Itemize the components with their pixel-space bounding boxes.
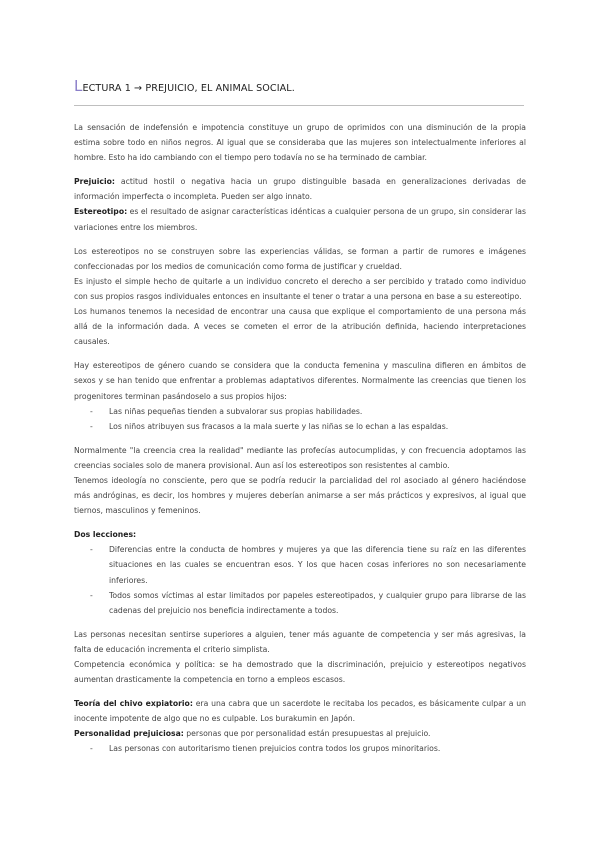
- paragraph-estereotipos-a: Los estereotipos no se construyen sobre las experiencias válidas, se forman a partir de rumores e imágenes confeccionadas por los medios de comunicación como forma de justificar y crueldad.: [74, 246, 526, 271]
- title-divider: [74, 105, 524, 106]
- list-item: - Los niños atribuyen sus fracasos a la mala suerte y las niñas se lo echan a las espaldas.: [74, 419, 526, 434]
- term-personalidad: Personalidad prejuiciosa:: [74, 729, 184, 739]
- term-estereotipo: Estereotipo:: [74, 207, 128, 217]
- definition-estereotipo: [74, 204, 526, 234]
- paragraph-genero: Hay estereotipos de género cuando se considera que la conducta femenina y masculina difieren en ámbitos de sexos y se han tenido que enfrentar a problemas adaptativos diferentes. Normalmente las creencias que tienen los progenitores terminan pasándoselo a sus propios hijos:: [74, 361, 526, 401]
- definition-personalidad: [74, 726, 526, 741]
- page-title: [74, 77, 295, 95]
- paragraph-ideologia: Tenemos ideología no consciente, pero que se podría reducir la parcialidad del rol asociado al género haciéndose más andróginas, es decir, los hombres y mujeres deberían animarse a ser más prácticos y expresivos, al igual que tiernos, masculinos y femeninos.: [74, 475, 526, 516]
- def-prejuicio: actitud hostil o negativa hacia un grupo distinguible basada en generalizaciones derivadas de información imperfecta o incompleta. Pueden ser algo innato.: [74, 177, 526, 202]
- def-estereotipo: es el resultado de asignar características idénticas a cualquier persona de un grupo, sin considerar las variaciones entre los miembros.: [74, 207, 526, 232]
- paragraph-estereotipos-c: Los humanos tenemos la necesidad de encontrar una causa que explique el comportamiento de una persona más allá de la información dada. A veces se cometen el error de la atribución definida, haciendo interpretaciones causales.: [74, 307, 526, 347]
- definition-prejuicio: [74, 174, 526, 204]
- definition-chivo: [74, 696, 526, 726]
- paragraph-estereotipos-b: Es injusto el simple hecho de quitarle a un individuo concreto el derecho a ser percibido y tratado como individuo con sus propios rasgos individuales entonces en insultante el tener o tratar a una persona en base a su estereotipo.: [74, 276, 526, 301]
- title-initial: L: [74, 77, 83, 95]
- list-lecciones: [74, 542, 526, 617]
- term-prejuicio: Prejuicio:: [74, 177, 115, 187]
- def-chivo: era una cabra que un sacerdote le recitaba los pecados, es básicamente culpar a un inocente impotente de algo que no es culpable. Los burakumin en Japón.: [74, 699, 526, 724]
- list-item: - Todos somos víctimas al estar limitados por papeles estereotipados, y cualquier grupo para librarse de las cadenas del prejuicio nos beneficia indirectamente a todos.: [74, 588, 526, 618]
- paragraph-intro: La sensación de indefensión e impotencia constituye un grupo de oprimidos con una disminución de la propia estima sobre todo en niños negros. Al igual que se consideraba que las mujeres son intelectualmente inferiores al hombre. Esto ha ido cambiando con el tiempo pero todavía no se ha terminado de cambiar.: [74, 123, 526, 163]
- list-genero: [74, 404, 526, 434]
- paragraph-competencia: Competencia económica y política: se ha demostrado que la discriminación, prejuicio y estereotipos negativos aumentan drasticamente la competencia en torno a empleos escasos.: [74, 660, 526, 685]
- heading-dos-lecciones: Dos lecciones:: [74, 530, 137, 540]
- term-chivo: Teoría del chivo expiatorio:: [74, 699, 193, 709]
- def-personalidad: personas que por personalidad están presupuestas al prejuicio.: [183, 729, 431, 739]
- list-personalidad: [74, 741, 526, 756]
- title-text: ECTURA 1 → PREJUICIO, EL ANIMAL SOCIAL.: [82, 83, 295, 94]
- list-item: - Diferencias entre la conducta de hombres y mujeres ya que las diferencia tiene su raíz en las diferentes situaciones en las cuales se encuentran esos. Y los que hacen cosas inferiores no son necesariamente inferiores.: [74, 542, 526, 587]
- list-item: - Las niñas pequeñas tienden a subvalorar sus propias habilidades.: [74, 404, 526, 419]
- paragraph-creencia: Normalmente "la creencia crea la realidad" mediante las profecías autocumplidas, y con frecuencia adoptamos las creencias sociales solo de manera provisional. Aun así los estereotipos son resistentes al cambio.: [74, 445, 526, 470]
- paragraph-superioridad: Las personas necesitan sentirse superiores a alguien, tener más aguante de competencia y ser más agresivas, la falta de educación incrementa el criterio simplista.: [74, 629, 526, 654]
- list-item: - Las personas con autoritarismo tienen prejuicios contra todos los grupos minoritarios.: [74, 741, 526, 756]
- document-body: [74, 120, 526, 757]
